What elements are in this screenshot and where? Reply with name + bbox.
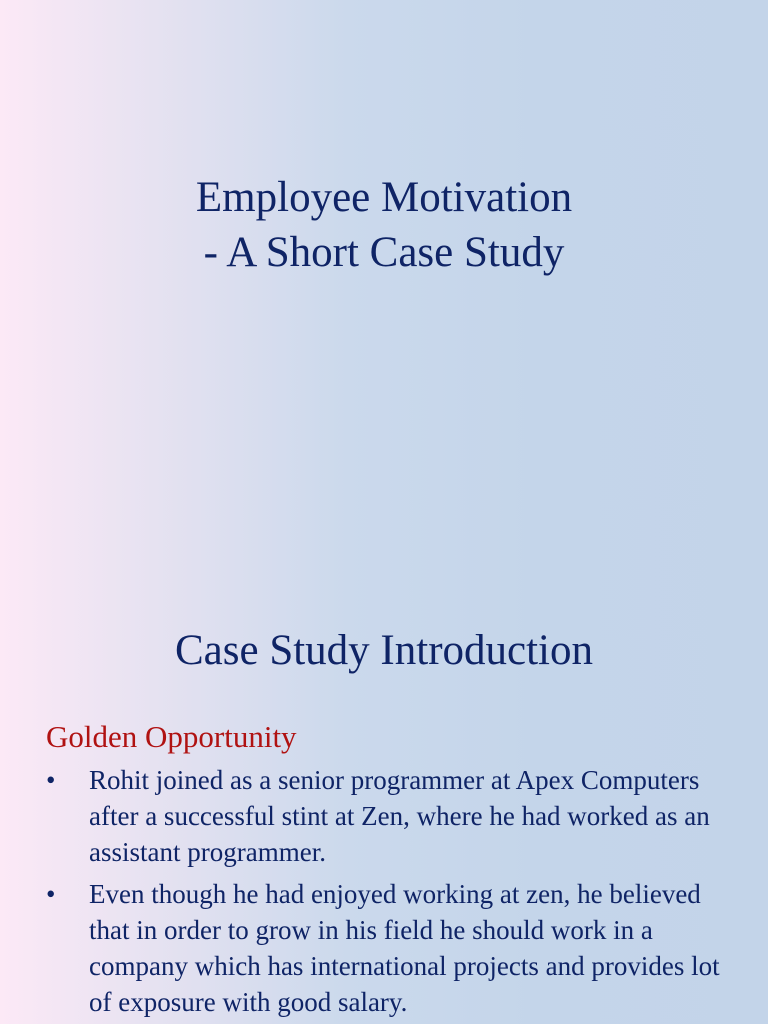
slide-title [0, 170, 768, 280]
bullet-text: Even though he had enjoyed working at zen, he believed that in order to grow in his field he should work in a company which has international projects and provides lot of exposure with good salary. [89, 879, 720, 1017]
bullet-item [46, 762, 726, 870]
title-line-2: - A Short Case Study [203, 229, 565, 276]
slide-title: Case Study Introduction [174, 627, 593, 674]
bullet-list [46, 762, 726, 1024]
bullet-icon: • [46, 879, 56, 909]
introduction-slide [0, 576, 768, 1024]
slide-subheading: Golden Opportunity [46, 719, 297, 754]
bullet-icon: • [46, 765, 56, 795]
bullet-text: Rohit joined as a senior programmer at Apex Computers after a successful stint at Zen, where he had worked as an assistant programmer. [89, 765, 710, 867]
title-line-1: Employee Motivation [195, 174, 573, 221]
bullet-item [46, 876, 726, 1020]
